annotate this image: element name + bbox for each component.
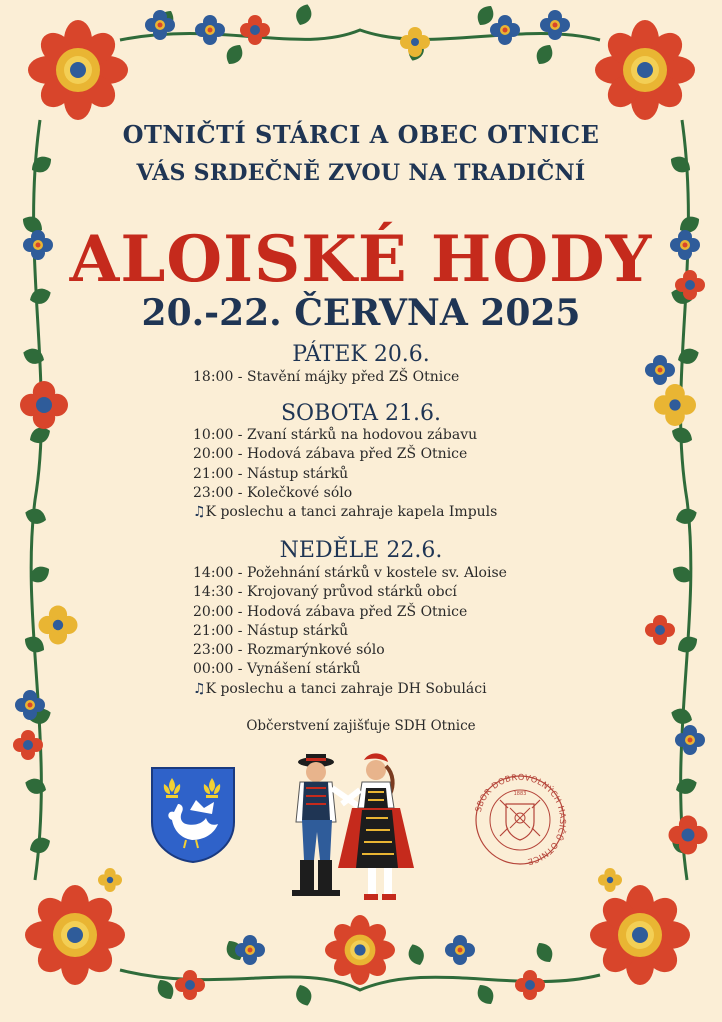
day-heading-sunday: NEDĚLE 22.6.	[279, 538, 443, 563]
invitation-line-2: VÁS SRDEČNĚ ZVOU NA TRADIČNÍ	[136, 160, 586, 186]
event-title: ALOISKÉ HODY	[69, 222, 653, 297]
music-note-icon: ♫	[193, 504, 206, 521]
seal-text: SBOR DOBROVOLNÝCH HASIČŮ OTNICE	[472, 771, 569, 868]
music-note-icon: ♫	[193, 680, 206, 697]
list-item: 10:00 - Zvaní stárků na hodovou zábavu	[193, 427, 478, 443]
day-heading-friday: PÁTEK 20.6.	[292, 342, 430, 367]
coat-of-arms-swan	[150, 766, 236, 864]
event-dates: 20.-22. ČERVNA 2025	[141, 292, 581, 334]
saturday-event-list	[193, 426, 497, 522]
list-item: 14:00 - Požehnání stárků v kostele sv. Aloise	[193, 565, 507, 581]
list-item-music	[193, 680, 507, 699]
list-item: 21:00 - Nástup stárků	[193, 622, 349, 639]
list-item: 23:00 - Rozmarýnkové sólo	[193, 642, 385, 659]
list-item: 00:00 - Vynášení stárků	[193, 661, 361, 678]
list-item: 20:00 - Hodová zábava před ZŠ Otnice	[193, 603, 468, 620]
band-text: K poslechu a tanci zahraje DH Sobuláci	[205, 680, 487, 697]
band-text: K poslechu a tanci zahraje kapela Impuls	[205, 504, 498, 521]
seal-year: 1883	[513, 791, 527, 797]
list-item: 18:00 - Stavění májky před ZŠ Otnice	[193, 369, 460, 385]
fire-brigade-seal	[470, 770, 570, 870]
refreshments-note: Občerstvení zajišťuje SDH Otnice	[246, 718, 476, 734]
friday-event-list	[193, 368, 459, 387]
folk-dancers-illustration	[282, 748, 422, 914]
day-heading-saturday: SOBOTA 21.6.	[280, 401, 442, 426]
list-item: 23:00 - Kolečkové sólo	[193, 484, 353, 501]
list-item-music	[193, 503, 497, 522]
list-item: 14:30 - Krojovaný průvod stárků obcí	[193, 584, 457, 601]
sunday-event-list	[193, 564, 507, 699]
svg-text:SBOR DOBROVOLNÝCH HASIČŮ OTNIC	[473, 772, 568, 867]
list-item: 21:00 - Nástup stárků	[193, 465, 349, 482]
list-item: 20:00 - Hodová zábava před ZŠ Otnice	[193, 446, 468, 463]
invitation-line-1: OTNIČTÍ STÁRCI A OBEC OTNICE	[122, 120, 600, 149]
